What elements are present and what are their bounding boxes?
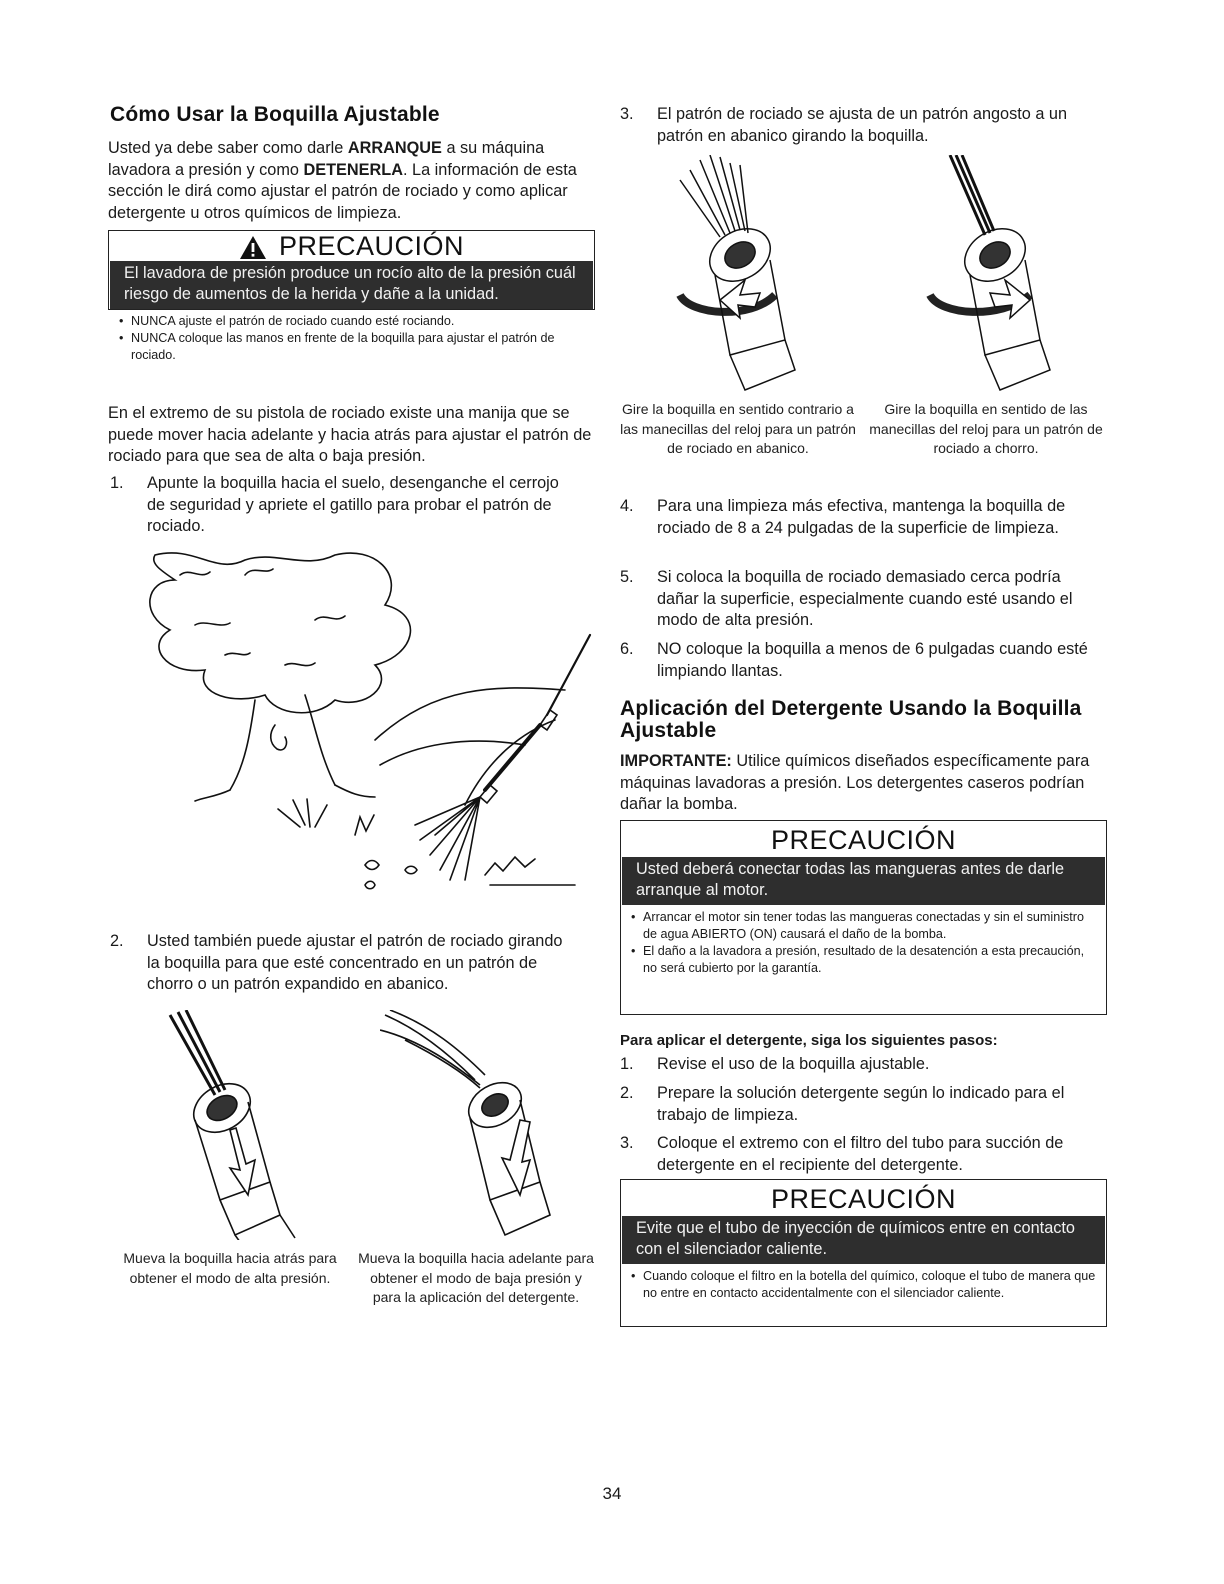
intro-bold-stop: DETENERLA — [303, 160, 403, 179]
step-number: 1. — [110, 474, 124, 492]
step-number: 5. — [620, 568, 634, 586]
caution-bullets — [109, 309, 594, 368]
step-text: Revise el uso de la boquilla ajustable. — [657, 1055, 930, 1073]
warning-triangle-icon — [239, 235, 267, 260]
step-text: NO coloque la boquilla a menos de 6 pulgadas cuando esté limpiando llantas. — [657, 640, 1088, 680]
caution-title-row — [109, 231, 594, 261]
step-text: El patrón de rociado se ajusta de un patrón angosto a un patrón en abanico girando la boquilla. — [657, 105, 1068, 145]
caution-banner: El lavadora de presión produce un rocío alto de la presión cuál riesgo de aumentos de la herida y dañe a la unidad. — [110, 261, 593, 309]
section-heading-adjustable-nozzle: Cómo Usar la Boquilla Ajustable — [110, 103, 440, 126]
step-number: 3. — [620, 105, 634, 123]
step-number: 4. — [620, 497, 634, 515]
nozzle-forward-illustration — [380, 1010, 570, 1240]
handle-paragraph: En el extremo de su pistola de rociado existe una manija que se puede mover hacia adelante y hacia atrás para ajustar el patrón de rociado para que sea de alta o baja presión. — [108, 404, 592, 465]
caption-move-forward: Mueva la boquilla hacia adelante para obtener el modo de baja presión y para la aplicación del detergente. — [358, 1250, 594, 1305]
important-paragraph — [620, 751, 1105, 816]
caution-banner: Evite que el tubo de inyección de químicos entre en contacto con el silenciador caliente. — [622, 1216, 1105, 1264]
caution-box-2 — [620, 820, 1107, 1015]
caution-title: PRECAUCIÓN — [770, 1184, 957, 1214]
caution-bullet: • Cuando coloque el filtro en la botella del químico, coloque el tubo de manera que no entre en contacto accidentalmente con el silenciador caliente. — [631, 1268, 1098, 1302]
intro-text-2: a su máquina lavadora a presión y como — [108, 139, 545, 179]
caution-bullet: • NUNCA ajuste el patrón de rociado cuando esté rociando. — [119, 313, 586, 330]
caption-move-back: Mueva la boquilla hacia atrás para obtener el modo de alta presión. — [123, 1250, 337, 1286]
section-heading-detergent: Aplicación del Detergente Usando la Boquilla Ajustable — [620, 697, 1082, 742]
page-number: 34 — [602, 1484, 622, 1503]
step-text: Si coloca la boquilla de rociado demasiado cerca podría dañar la superficie, especialmente cuando esté usando el modo de alta presión. — [657, 568, 1073, 629]
intro-paragraph — [108, 138, 588, 224]
caution-title: PRECAUCIÓN — [770, 825, 957, 855]
step-text: Coloque el extremo con el filtro del tubo para succión de detergente en el recipiente del detergente. — [657, 1134, 1064, 1174]
step-text: Para una limpieza más efectiva, mantenga la boquilla de rociado de 8 a 24 pulgadas de la superficie de limpieza. — [657, 497, 1066, 537]
caution-box-1 — [108, 230, 595, 362]
caution-banner: Usted deberá conectar todas las mangueras antes de darle arranque al motor. — [622, 857, 1105, 905]
important-label: IMPORTANTE: — [620, 752, 732, 770]
important-text: Utilice químicos diseñados específicamente para máquinas lavadoras a presión. Los detergentes caseros podrían dañar la bomba. — [620, 752, 1090, 813]
step-text: Usted también puede ajustar el patrón de rociado girando la boquilla para que esté concentrado en un patrón de chorro o un patrón expandido en abanico. — [147, 932, 563, 993]
caution-bullets — [621, 905, 1106, 981]
intro-text-1: Usted ya debe saber como darle — [108, 139, 348, 157]
step-text: Apunte la boquilla hacia el suelo, desenganche el cerrojo de seguridad y apriete el gatillo para probar el patrón de rociado. — [147, 474, 559, 535]
nozzle-ccw-illustration — [660, 155, 840, 395]
caution-bullet: • Arrancar el motor sin tener todas las mangueras conectadas y sin el suministro de agua ABIERTO (ON) causará el daño de la bomba. — [631, 909, 1098, 943]
intro-text-3: . La información de esta sección le dirá como ajustar el patrón de rociado y como aplicar detergente u otros químicos de limpieza. — [108, 160, 577, 222]
step-number: 3. — [620, 1134, 634, 1152]
step-number: 1. — [620, 1055, 634, 1073]
intro-bold-start: ARRANQUE — [347, 139, 442, 157]
step-text: Prepare la solución detergente según lo indicado para el trabajo de limpieza. — [657, 1084, 1065, 1124]
nozzle-cw-illustration — [910, 155, 1090, 395]
caution-title: PRECAUCIÓN — [278, 231, 465, 261]
caption-rotate-cw: Gire la boquilla en sentido de las manecillas del reloj para un patrón de rociado a chorro. — [869, 401, 1103, 456]
detergent-steps-heading: Para aplicar el detergente, siga los siguientes pasos: — [620, 1032, 998, 1049]
tree-spray-illustration — [135, 535, 595, 905]
caution-bullet: • NUNCA coloque las manos en frente de la boquilla para ajustar el patrón de rociado. — [119, 330, 586, 364]
step-number: 2. — [620, 1084, 634, 1102]
caption-rotate-ccw: Gire la boquilla en sentido contrario a las manecillas del reloj para un patrón de rociado en abanico. — [620, 401, 856, 456]
step-number: 6. — [620, 640, 634, 658]
caution-box-3 — [620, 1179, 1107, 1327]
step-number: 2. — [110, 932, 124, 950]
caution-bullet: • El daño a la lavadora a presión, resultado de la desatención a esta precaución, no será cubierto por la garantía. — [631, 943, 1098, 977]
caution-bullets — [621, 1264, 1106, 1306]
nozzle-back-illustration — [160, 1010, 330, 1240]
